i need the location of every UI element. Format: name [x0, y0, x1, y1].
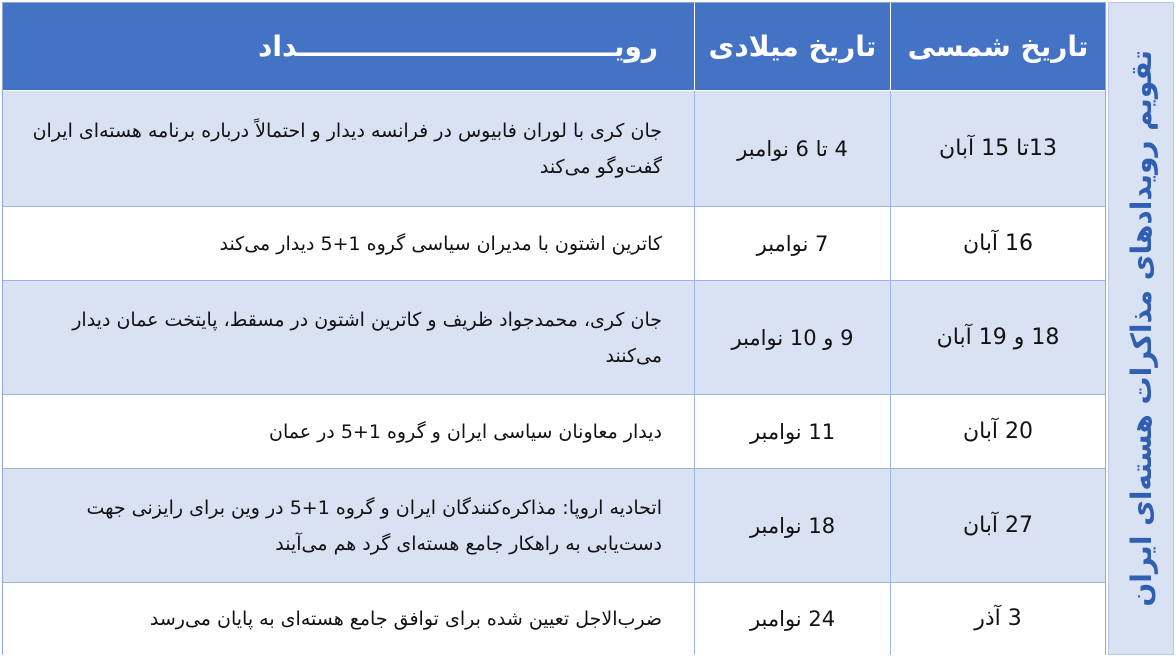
side-title-panel	[1108, 2, 1174, 655]
table-row	[3, 207, 1105, 281]
header-gregorian-date: تاریخ میلادی	[694, 3, 890, 90]
event-cell: کاترین اشتون با مدیران سیاسی گروه 1+5 دیدار می‌کند	[219, 232, 662, 255]
shamsi-date-cell: 27 آبان	[890, 469, 1105, 582]
gregorian-date-cell: 24 نوامبر	[694, 583, 890, 655]
table-row	[3, 91, 1105, 207]
gregorian-date-cell: 7 نوامبر	[694, 207, 890, 280]
shamsi-date-cell: 16 آبان	[890, 207, 1105, 280]
gregorian-date-cell: 9 و 10 نوامبر	[694, 281, 890, 394]
table-header-row	[3, 3, 1105, 91]
shamsi-date-cell: 13تا 15 آبان	[890, 91, 1105, 206]
gregorian-date-cell: 11 نوامبر	[694, 395, 890, 468]
shamsi-date-cell: 18 و 19 آبان	[890, 281, 1105, 394]
gregorian-date-cell: 18 نوامبر	[694, 469, 890, 582]
side-title: تقویم رویدادهای مذاکرات هسته‌ای ایران	[1124, 50, 1158, 607]
table-row	[3, 583, 1105, 655]
event-cell: جان کری با لوران فابیوس در فرانسه دیدار و احتمالاً درباره برنامه هسته‌ای ایران گفت‌وگو می‌کند	[32, 119, 662, 178]
event-cell: جان کری، محمدجواد ظریف و کاترین اشتون در مسقط، پایتخت عمان دیدار می‌کنند	[72, 308, 662, 367]
table-row	[3, 395, 1105, 469]
event-cell: ضرب‌الاجل تعیین شده برای توافق جامع هسته‌ای به پایان می‌رسد	[149, 608, 662, 630]
gregorian-date-cell: 4 تا 6 نوامبر	[694, 91, 890, 206]
shamsi-date-cell: 3 آذر	[890, 583, 1105, 655]
events-table	[2, 2, 1106, 655]
event-cell: اتحادیه اروپا: مذاکره‌کنندگان ایران و گروه 1+5 در وین برای رایزنی جهت دست‌یابی به راهکار جامع هسته‌ای گرد هم می‌آیند	[86, 496, 662, 555]
table-row	[3, 281, 1105, 395]
header-shamsi-date: تاریخ شمسی	[890, 3, 1105, 90]
shamsi-date-cell: 20 آبان	[890, 395, 1105, 468]
event-cell: دیدار معاونان سیاسی ایران و گروه 1+5 در عمان	[269, 420, 662, 443]
header-event: رویـــــــــــــــــــــــــــــــــداد	[258, 30, 658, 63]
table-row	[3, 469, 1105, 583]
